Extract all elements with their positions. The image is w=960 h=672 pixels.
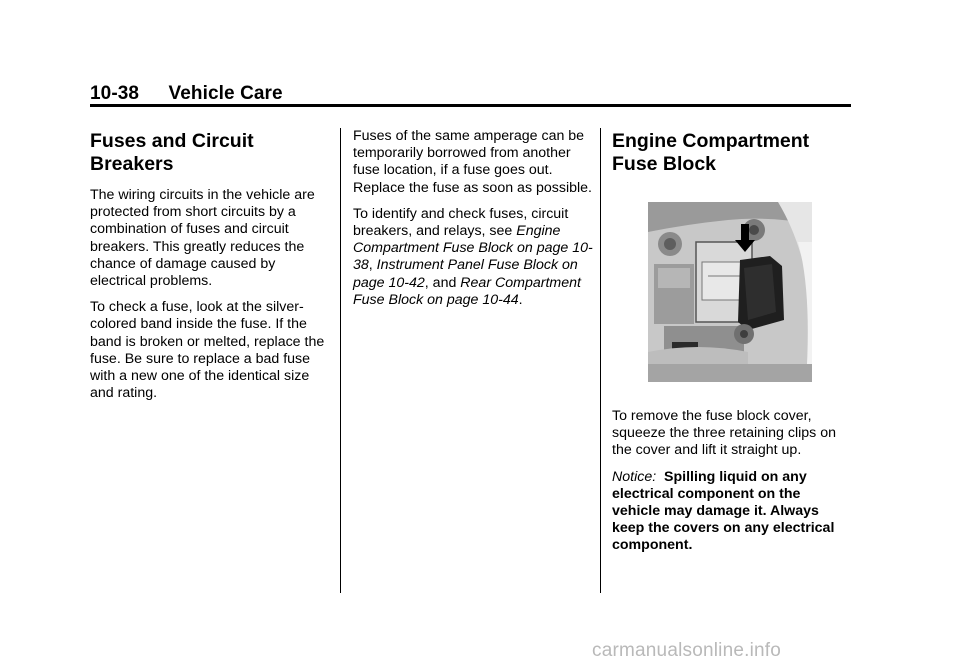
paragraph: To check a fuse, look at the silver-colored band inside the fuse. If the band is broken or melted, replace the fuse. Be sure to replace a bad fuse with a new one of the identical size and rating. — [90, 299, 325, 402]
link-engine-fuse-block[interactable]: Engine Compartment Fuse Block on page 10-38 — [353, 223, 593, 274]
paragraph-references — [353, 206, 593, 309]
paragraph: The wiring circuits in the vehicle are protected from short circuits by a combination of fuses and circuit breakers. This greatly reduces the chance of damage caused by electrical problems. — [90, 187, 315, 290]
header-rule — [90, 104, 851, 107]
column-divider — [340, 128, 341, 593]
column-left — [90, 128, 330, 411]
watermark-text: carmanualsonline.info — [592, 640, 782, 661]
text: , and — [424, 274, 461, 291]
text: , — [368, 257, 377, 274]
link-rear-fuse-block[interactable]: Rear Compartment Fuse Block on page 10-44 — [353, 274, 581, 308]
paragraph: To remove the fuse block cover, squeeze the three retaining clips on the cover and lift it straight up. — [612, 408, 836, 459]
engine-photo-illustration — [648, 202, 812, 382]
notice — [612, 469, 852, 555]
paragraph: Fuses of the same amperage can be temporarily borrowed from another fuse location, if a fuse goes out. Replace the fuse as soon as possible. — [353, 128, 592, 196]
text: . — [518, 291, 523, 308]
page-header — [90, 83, 283, 105]
heading-engine-fuse-block: Engine Compartment Fuse Block — [612, 130, 810, 175]
column-middle — [353, 128, 593, 318]
link-instrument-panel-fuse-block[interactable]: Instrument Panel Fuse Block on page 10-42 — [353, 257, 578, 291]
column-right — [612, 128, 852, 564]
heading-fuses-breakers: Fuses and Circuit Breakers — [90, 130, 254, 175]
column-divider — [600, 128, 601, 593]
notice-label: Notice: — [612, 468, 657, 485]
text: To identify and check fuses, circuit breakers, and relays, see — [353, 205, 569, 240]
page-number: 10-38 — [90, 83, 140, 104]
section-title: Vehicle Care — [168, 83, 283, 104]
notice-text: Spilling liquid on any electrical component on the vehicle may damage it. Always keep the covers on any electrical component. — [612, 468, 835, 554]
engine-compartment-image — [648, 202, 812, 382]
